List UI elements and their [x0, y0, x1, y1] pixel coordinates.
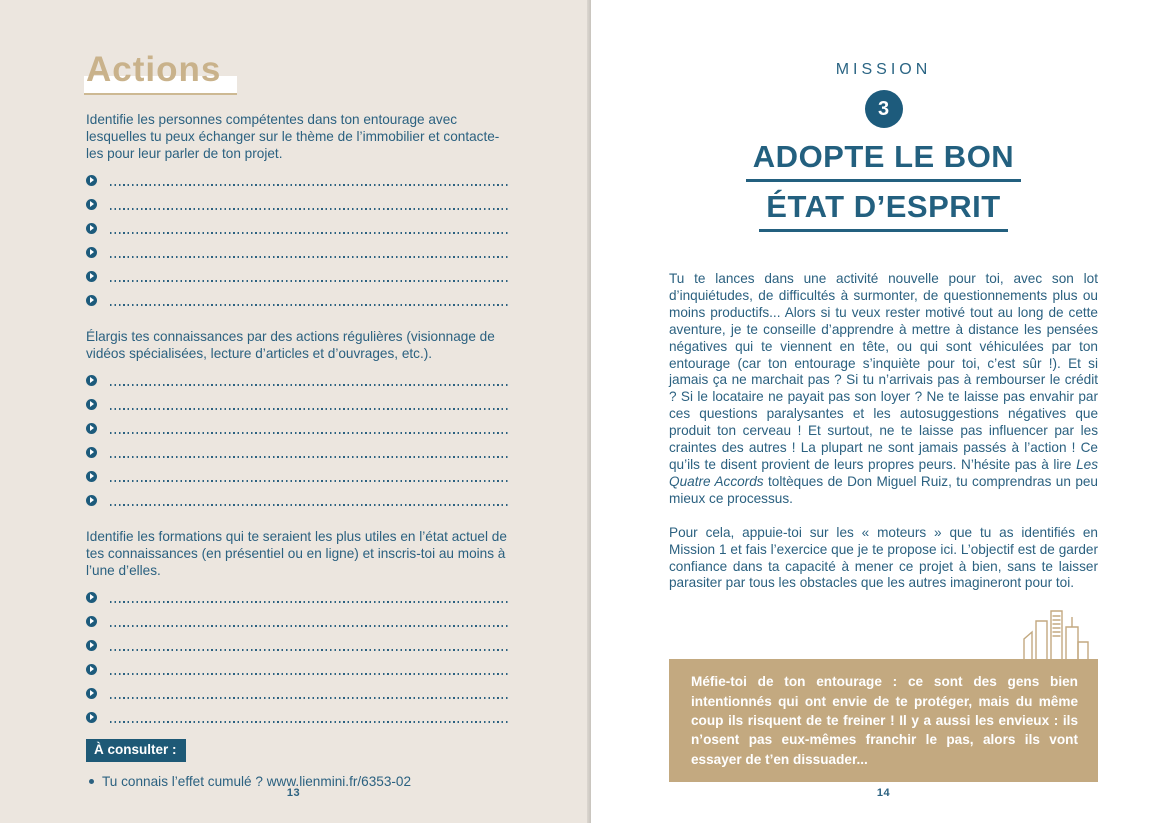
play-bullet-icon: [86, 712, 97, 723]
write-row: [86, 216, 510, 240]
left-page-number: 13: [286, 787, 301, 799]
play-bullet-icon: [86, 199, 97, 210]
dotted-writing-line: [110, 673, 510, 675]
right-page: [591, 0, 1176, 823]
play-bullet-icon: [86, 423, 97, 434]
mission-number: 3: [877, 97, 890, 120]
write-row: [86, 705, 510, 729]
play-bullet-icon: [86, 495, 97, 506]
dotted-writing-line: [110, 304, 510, 306]
body-paragraph-1: Tu te lances dans une activité nouvelle pour toi, avec son lot d’inquiétudes, de difficultés à surmonter, de questionnements plus ou moins productifs... Alors si tu veux rester motivé tout au long de cette aventure, je te conseille d’apprendre à mettre à distance les pensées négatives qui te viennent en tête, ou qui sont véhiculées par ton entourage (car ton entourage s’inquiète pour toi, c’est sûr !). Et si jamais ça ne marchait pas ? Si tu n’arrivais pas à rembourser le crédit ? Si le locataire ne payait pas son loyer ? Ne te laisse pas envahir par ces questions paralysantes et les autosuggestions négatives que produit ton cerveau ! Et surtout, ne te laisse pas influencer par les craintes des autres ! La plupart ne sont jamais passés à l’action ! Ce qu’ils te disent provient de leurs propres peurs. N’hésite pas à lire Les Quatre Accords toltèques de Don Miguel Ruiz, tu comprendras un peu mieux ce processus.: [669, 271, 1098, 506]
mission-number-badge: [865, 90, 903, 128]
play-bullet-icon: [86, 399, 97, 410]
dotted-writing-line: [110, 601, 510, 603]
write-row: [86, 264, 510, 288]
warning-callout: Méfie-toi de ton entourage : ce sont des gens bien intentionnés qui ont envie de te protéger, mais du même coup ils risquent de te freiner ! Il y a aussi les envieux : ils n’osent pas eux-mêmes franchir le pas, alors ils vont essayer de t’en dissuader...: [669, 659, 1098, 781]
writing-lines: [86, 168, 510, 312]
city-skyline-icon: [1020, 609, 1092, 659]
write-row: [86, 633, 510, 657]
write-row: [86, 240, 510, 264]
actions-heading: Actions: [84, 50, 237, 95]
play-bullet-icon: [86, 688, 97, 699]
write-row: [86, 681, 510, 705]
bullet-dot-icon: [89, 779, 94, 784]
play-bullet-icon: [86, 447, 97, 458]
write-row: [86, 488, 510, 512]
writing-lines: [86, 368, 510, 512]
dotted-writing-line: [110, 625, 510, 627]
play-bullet-icon: [86, 640, 97, 651]
section-intro: Identifie les formations qui te seraient les plus utiles en l’état actuel de tes connaissances (en présentiel ou en ligne) et inscris-toi au moins à l’une d’elles.: [86, 529, 507, 578]
dotted-writing-line: [110, 208, 510, 210]
mission-title-line2: ÉTAT D’ESPRIT: [759, 191, 1007, 232]
book-title-italic: Les Quatre Accords: [669, 456, 1098, 489]
dotted-writing-line: [110, 408, 510, 410]
write-row: [86, 440, 510, 464]
dotted-writing-line: [110, 456, 510, 458]
mission-kicker: MISSION: [835, 61, 932, 78]
section-intro: Identifie les personnes compétentes dans ton entourage avec lesquelles tu peux échanger sur le thème de l’immobilier et contacte-les pour leur parler de ton projet.: [86, 112, 500, 161]
dotted-writing-line: [110, 432, 510, 434]
right-page-number: 14: [876, 787, 891, 799]
mission-title-line1: ADOPTE LE BON: [746, 141, 1021, 182]
play-bullet-icon: [86, 295, 97, 306]
dotted-writing-line: [110, 697, 510, 699]
action-section-1: [86, 111, 510, 312]
dotted-writing-line: [110, 504, 510, 506]
write-row: [86, 609, 510, 633]
write-row: [86, 416, 510, 440]
play-bullet-icon: [86, 175, 97, 186]
play-bullet-icon: [86, 616, 97, 627]
play-bullet-icon: [86, 592, 97, 603]
write-row: [86, 464, 510, 488]
action-section-3: [86, 528, 510, 729]
consult-link[interactable]: www.lienmini.fr/6353-02: [266, 774, 412, 789]
play-bullet-icon: [86, 375, 97, 386]
dotted-writing-line: [110, 384, 510, 386]
section-intro: Élargis tes connaissances par des actions régulières (visionnage de vidéos spécialisées, lecture d’articles et d’ouvrages, etc.).: [86, 329, 495, 361]
action-section-2: [86, 328, 510, 512]
write-row: [86, 168, 510, 192]
left-page: [0, 0, 587, 823]
write-row: [86, 192, 510, 216]
play-bullet-icon: [86, 247, 97, 258]
dotted-writing-line: [110, 721, 510, 723]
right-page-content: [669, 271, 1098, 782]
write-row: [86, 288, 510, 312]
write-row: [86, 368, 510, 392]
mission-title: [591, 141, 1176, 241]
dotted-writing-line: [110, 649, 510, 651]
dotted-writing-line: [110, 280, 510, 282]
consult-text: Tu connais l’effet cumulé ? www.lienmini.fr/6353-02: [102, 774, 412, 789]
write-row: [86, 392, 510, 416]
dotted-writing-line: [110, 480, 510, 482]
write-row: [86, 585, 510, 609]
consult-block: [86, 729, 510, 790]
dotted-writing-line: [110, 256, 510, 258]
consult-badge: À consulter :: [86, 739, 186, 762]
dotted-writing-line: [110, 232, 510, 234]
body-paragraph-2: Pour cela, appuie-toi sur les « moteurs » que tu as identifiés en Mission 1 et fais l’exercice que je te propose ici. L’objectif est de garder confiance dans ta capacité à mener ce projet à bien, sans te laisser parasiter par tous les obstacles que les autres imagineront pour toi.: [669, 524, 1098, 591]
play-bullet-icon: [86, 223, 97, 234]
play-bullet-icon: [86, 664, 97, 675]
dotted-writing-line: [110, 184, 510, 186]
play-bullet-icon: [86, 271, 97, 282]
page-title: [86, 50, 510, 95]
icon-row: [669, 609, 1098, 659]
write-row: [86, 657, 510, 681]
play-bullet-icon: [86, 471, 97, 482]
writing-lines: [86, 585, 510, 729]
